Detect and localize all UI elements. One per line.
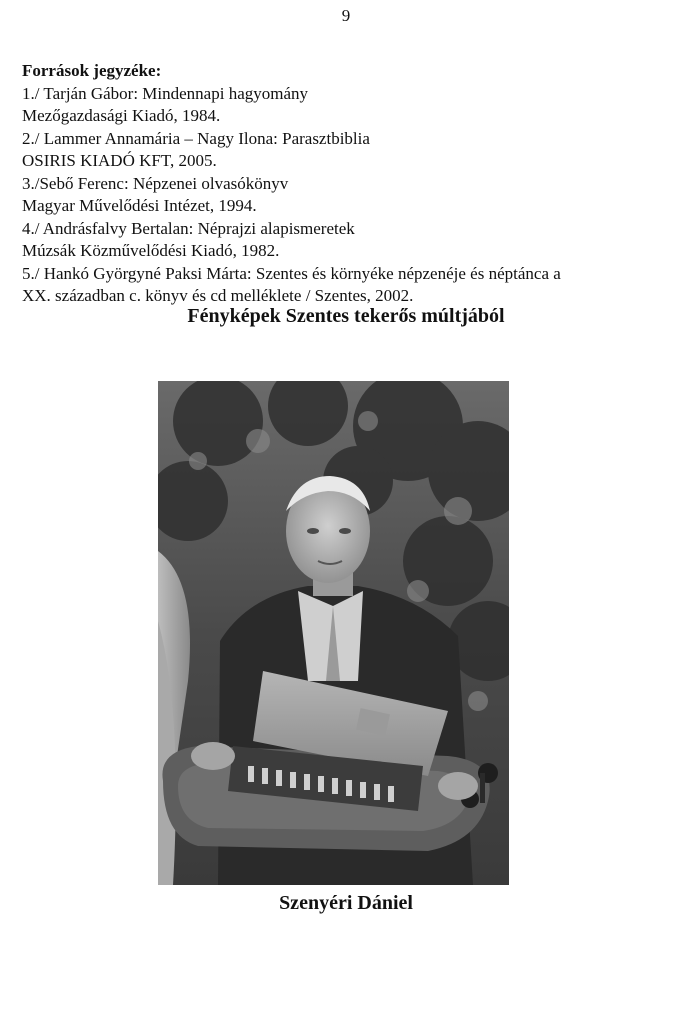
sources-heading: Források jegyzéke: [22,61,162,80]
sources-list [22,60,682,308]
source-line: Mezőgazdasági Kiadó, 1984. [22,106,221,125]
source-line: 2./ Lammer Annamária – Nagy Ilona: Parasztbiblia [22,128,370,148]
source-line: Magyar Művelődési Intézet, 1994. [22,196,257,215]
source-line: OSIRIS KIADÓ KFT, 2005. [22,151,217,170]
source-line: 5./ Hankó Györgyné Paksi Márta: Szentes és környéke népzenéje és néptánca a [22,263,561,283]
photograph [158,381,509,885]
source-line: 4./ Andrásfalvy Bertalan: Néprajzi alapismeretek [22,218,355,238]
photograph-image [158,381,509,885]
page-number: 9 [341,6,351,25]
source-line: 1./ Tarján Gábor: Mindennapi hagyomány [22,83,309,103]
source-line: 3./Sebő Ferenc: Népzenei olvasókönyv [22,173,289,193]
photos-title: Fényképek Szentes tekerős múltjából [187,305,505,327]
source-line: Múzsák Közművelődési Kiadó, 1982. [22,241,280,260]
source-line: XX. században c. könyv és cd melléklete / Szentes, 2002. [22,286,414,305]
photo-caption: Szenyéri Dániel [279,892,413,914]
